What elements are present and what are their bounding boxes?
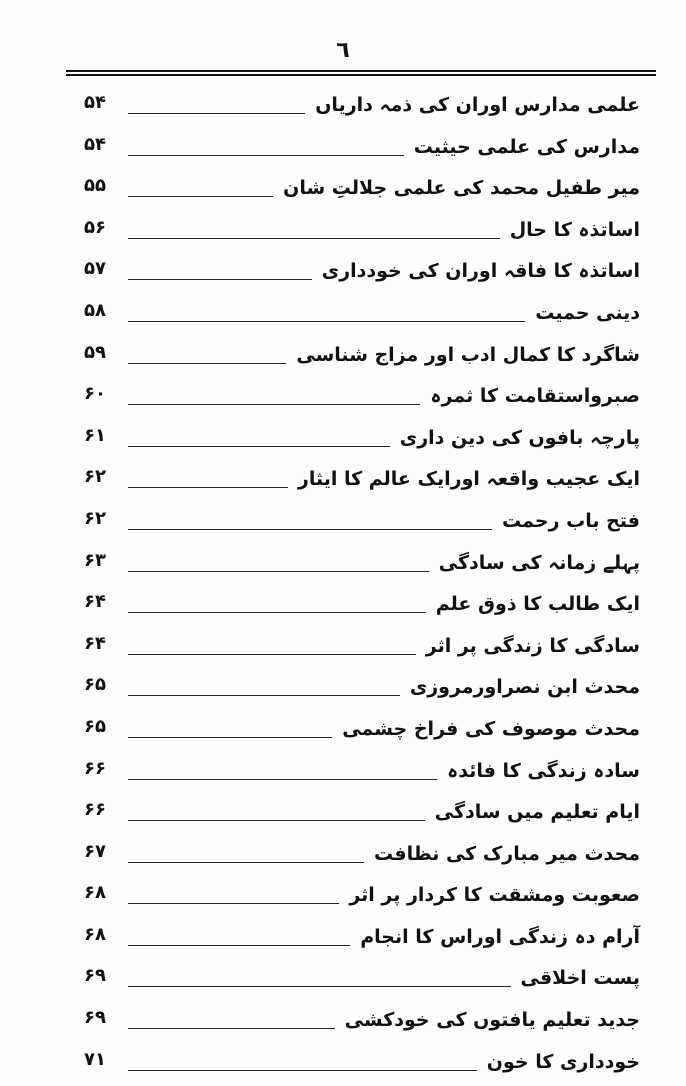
toc-entry-page: ۶۷ bbox=[84, 840, 106, 862]
toc-leader-line bbox=[128, 903, 339, 904]
toc-entry-page: ۶۳ bbox=[84, 549, 106, 571]
toc-entry-page: ۶۵ bbox=[84, 674, 106, 696]
toc-entry-title: محدث ابن نصراورمروزی bbox=[409, 676, 640, 699]
toc-entry-page: ۶۴ bbox=[84, 591, 106, 613]
toc-leader-line bbox=[128, 113, 305, 114]
toc-entry[interactable] bbox=[84, 88, 640, 130]
toc-entry[interactable] bbox=[84, 961, 640, 1003]
toc-entry-title: آرام دہ زندگی اوراس کا انجام bbox=[360, 925, 640, 948]
toc-leader-line bbox=[128, 446, 390, 447]
toc-entry[interactable] bbox=[84, 837, 640, 879]
toc-leader-line bbox=[128, 363, 286, 364]
toc-leader-line bbox=[128, 571, 429, 572]
toc-entry-page: ۵۸ bbox=[84, 299, 106, 321]
toc-leader-line bbox=[128, 654, 416, 655]
toc-leader-line bbox=[128, 529, 492, 530]
toc-entry-title: ایک عجیب واقعہ اورایک عالم کا ایثار bbox=[297, 468, 640, 491]
toc-entry-page: ۶۲ bbox=[84, 466, 106, 488]
toc-entry-title: پہلے زمانہ کی سادگی bbox=[438, 551, 640, 574]
toc-leader-line bbox=[128, 321, 525, 322]
toc-leader-line bbox=[128, 779, 437, 780]
toc-entry[interactable] bbox=[84, 546, 640, 588]
toc-entry-title: دینی حمیت bbox=[535, 301, 640, 324]
toc-entry-page: ۶۶ bbox=[84, 799, 106, 821]
toc-entry-title: صبرواستقامت کا ثمرہ bbox=[430, 385, 640, 408]
toc-entry-page: ۶۰ bbox=[84, 383, 106, 405]
toc-entry-page: ۶۶ bbox=[84, 757, 106, 779]
toc-entry-page: ۵۶ bbox=[84, 216, 106, 238]
toc-leader-line bbox=[128, 238, 500, 239]
toc-leader-line bbox=[128, 862, 364, 863]
toc-entry[interactable] bbox=[84, 878, 640, 920]
toc-entry[interactable] bbox=[84, 338, 640, 380]
toc-entry[interactable] bbox=[84, 379, 640, 421]
toc-leader-line bbox=[128, 196, 273, 197]
toc-entry-title: شاگرد کا کمال ادب اور مزاج شناسی bbox=[296, 343, 640, 366]
toc-entry[interactable] bbox=[84, 171, 640, 213]
toc-entry-page: ۵۴ bbox=[84, 92, 106, 113]
toc-entry-title: سادہ زندگی کا فائدہ bbox=[447, 759, 640, 782]
toc-leader-line bbox=[128, 695, 400, 696]
toc-entry[interactable] bbox=[84, 462, 640, 504]
toc-entry[interactable] bbox=[84, 130, 640, 172]
toc-entry-title: محدث موصوف کی فراخ چشمی bbox=[342, 717, 640, 740]
toc-entry[interactable] bbox=[84, 421, 640, 463]
table-of-contents bbox=[84, 88, 640, 1086]
toc-entry-title: جدید تعلیم یافتوں کی خودکشی bbox=[344, 1009, 640, 1032]
toc-entry-title: اساتذہ کا حال bbox=[509, 218, 640, 241]
toc-entry[interactable] bbox=[84, 504, 640, 546]
toc-entry[interactable] bbox=[84, 254, 640, 296]
toc-entry-page: ۵۵ bbox=[84, 175, 106, 197]
toc-entry[interactable] bbox=[84, 296, 640, 338]
toc-entry-title: صعوبت ومشقت کا کردار پر اثر bbox=[349, 884, 640, 907]
header-rule bbox=[66, 74, 656, 76]
toc-entry[interactable] bbox=[84, 754, 640, 796]
toc-entry-title: سادگی کا زندگی پر اثر bbox=[425, 634, 640, 657]
toc-entry-page: ۶۲ bbox=[84, 507, 106, 529]
toc-entry-page: ۵۴ bbox=[84, 133, 106, 155]
page-number: ٦ bbox=[336, 38, 350, 63]
toc-entry-title: فتح باب رحمت bbox=[502, 509, 640, 532]
header-rule bbox=[66, 70, 656, 72]
toc-leader-line bbox=[128, 155, 404, 156]
toc-leader-line bbox=[128, 986, 511, 987]
toc-entry[interactable] bbox=[84, 1003, 640, 1045]
toc-entry-title: پارچہ بافوں کی دین داری bbox=[399, 426, 640, 449]
toc-entry-page: ۵۹ bbox=[84, 341, 106, 363]
toc-entry-title: علمی مدارس اوران کی ذمہ داریاں bbox=[315, 94, 640, 116]
toc-entry-page: ۶۵ bbox=[84, 715, 106, 737]
toc-entry[interactable] bbox=[84, 629, 640, 671]
toc-entry-page: ۶۸ bbox=[84, 882, 106, 904]
toc-entry[interactable] bbox=[84, 920, 640, 962]
toc-entry-page: ۷۱ bbox=[84, 1048, 106, 1070]
toc-entry-page: ۶۹ bbox=[84, 1007, 106, 1029]
toc-entry-page: ۶۹ bbox=[84, 965, 106, 987]
toc-entry-title: ایام تعلیم میں سادگی bbox=[434, 801, 640, 824]
toc-entry-title: اساتذہ کا فاقہ اوران کی خودداری bbox=[321, 260, 640, 283]
toc-entry-title: ایک طالب کا ذوق علم bbox=[435, 593, 640, 616]
toc-leader-line bbox=[128, 1028, 335, 1029]
toc-leader-line bbox=[128, 612, 426, 613]
toc-leader-line bbox=[128, 1070, 477, 1071]
toc-leader-line bbox=[128, 737, 332, 738]
toc-leader-line bbox=[128, 945, 350, 946]
toc-entry-page: ۵۷ bbox=[84, 258, 106, 280]
toc-entry-title: مدارس کی علمی حیثیت bbox=[413, 135, 640, 158]
toc-entry[interactable] bbox=[84, 670, 640, 712]
toc-leader-line bbox=[128, 487, 288, 488]
toc-leader-line bbox=[128, 279, 312, 280]
toc-entry[interactable] bbox=[84, 795, 640, 837]
toc-entry[interactable] bbox=[84, 712, 640, 754]
toc-entry-page: ۶۴ bbox=[84, 632, 106, 654]
toc-entry[interactable] bbox=[84, 587, 640, 629]
toc-entry-title: پست اخلاقی bbox=[520, 967, 640, 990]
toc-leader-line bbox=[128, 820, 425, 821]
toc-entry-title: خودداری کا خون bbox=[486, 1050, 640, 1073]
toc-entry-title: میر طفیل محمد کی علمی جلالتِ شان bbox=[283, 177, 640, 200]
toc-entry-page: ۶۱ bbox=[84, 424, 106, 446]
toc-entry-title: محدث میر مبارک کی نظافت bbox=[374, 842, 640, 865]
toc-leader-line bbox=[128, 404, 420, 405]
toc-entry[interactable] bbox=[84, 213, 640, 255]
toc-entry-page: ۶۸ bbox=[84, 923, 106, 945]
